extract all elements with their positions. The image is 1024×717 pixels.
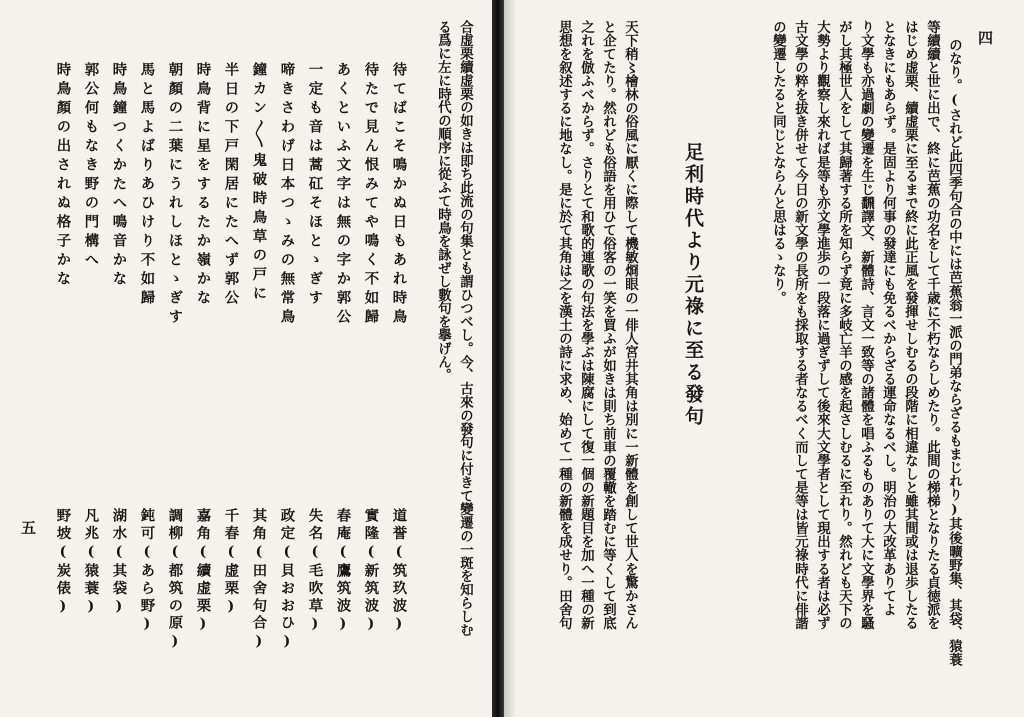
section-heading: 足利時代より元祿に至る發句 — [682, 142, 704, 428]
verse-author: 春庵(鷹筑波) — [334, 508, 352, 635]
text-line: がし其極世人をして其歸著する所を知らず竟に多岐亡羊の感を起さしむるに至れり。然れども天下の — [836, 20, 853, 630]
verse-text: 時鳥鐘つくかたへ鳴音かな — [110, 62, 128, 290]
verse-text: 時鳥顏の出されぬ格子かな — [54, 62, 72, 290]
intro-line: る爲に左に時代の順序に從ふて時鳥を詠ぜし數句を擧げん。 — [435, 20, 452, 382]
page-number: 四 — [976, 30, 994, 45]
verse-author: 嘉角(續虚栗) — [194, 508, 212, 635]
gutter-shadow — [504, 0, 516, 717]
verse-text: 馬と馬よばりあひけり不如歸 — [138, 62, 156, 309]
verse-text: 時鳥背に星をするたか嶺かな — [194, 62, 212, 309]
verse-text: 朝顏の二葉にうれしほとゝぎす — [166, 62, 184, 328]
text-line: 古文學の粹を拔き併せて今日の新文學の長所をも採取する者なるべく而して是等は皆元祿時代に俳諧 — [792, 20, 809, 630]
verse-text: 鐘カン〳〵鬼破時鳥草の戸に — [250, 62, 268, 305]
verse-text: 待てばこそ鳴かぬ日もあれ時鳥 — [390, 62, 408, 328]
verse-author: 失名(毛吹草) — [306, 508, 324, 635]
verse-author: 其角(田舍句合) — [250, 508, 268, 653]
text-line: り文學も亦過劇の變遷を生じ飜譯文、新體詩、言文一致等の諸體を唱ふるものありて大に文學界を騷 — [858, 20, 875, 630]
verse-text: 半日の下戸閑居にたへず郭公 — [222, 62, 240, 309]
intro-line: 合虚栗續虚栗の如きは即ち此流の句集とも謂ひつべし。今、古來の發句に付きて變遷の一斑を知らしむ — [457, 20, 474, 637]
verse-text: 郭公何もなき野の門構へ — [82, 62, 100, 271]
text-line: 之れを倣ふべからず。さりとて和歌的連歌の句法を學ぶは陳腐にして復一個の新題目を加へ一種の新 — [578, 20, 595, 630]
verse-author: 政定(貝おおひ) — [278, 508, 296, 653]
verse-author: 調柳(都筑の原) — [166, 508, 184, 653]
text-line: と企てたり。然れども俗語を用ひて俗客の一笑を買ふが如きは則ち前車の覆轍を踏むに等くして到底 — [600, 20, 617, 630]
text-line: のなり。(されど此四季句合の中には芭蕉翁一派の門弟ならざるもまじれり)其後曠野集、其袋、猿蓑 — [946, 38, 963, 667]
text-line: 思想を叙述するに地なし。是に於て其角は之を漢土の詩に求め、始めて一種の新體を成せり。田舍句 — [556, 20, 573, 630]
text-line: はじめ虚栗、續虚栗に至るまで終に此正風を發揮せしむるの段階に相違なしと雖其間或は退歩したる — [902, 20, 919, 630]
text-line: の變遷したると同じとならんと思はるゝなり。 — [770, 20, 787, 305]
verse-author: 湖水(其袋) — [110, 508, 128, 618]
verse-text: 啼きさわげ日本つゝみの無常鳥 — [278, 62, 296, 328]
text-line: となきにもあらず。是固より何事の發達にも免るべからざる運命なるべし。明治の大改革ありてよ — [880, 20, 897, 617]
verse-text: 一定も音は蒿矼そほとゝぎす — [306, 62, 324, 309]
verse-author: 實隆(新筑波) — [362, 508, 380, 635]
verse-text: あくといふ文字は無の字か郭公 — [334, 62, 352, 328]
verse-author: 凡兆(猿蓑) — [82, 508, 100, 618]
page-number: 五 — [19, 520, 37, 535]
verse-author: 道誉(筑玖波) — [390, 508, 408, 635]
verse-author: 千春(虚栗) — [222, 508, 240, 618]
left-page — [0, 0, 499, 717]
verse-author: 鈍可(あら野) — [138, 508, 156, 635]
verse-author: 野坡(炭俵) — [54, 508, 72, 618]
text-line: 等續續と世に出で、終に芭蕉の功名をして千歳に不朽ならしめたり。此間の梯梯となりたる貞徳派を — [924, 20, 941, 630]
text-line: 天下稍〻檜林の俗風に厭くに際して機敏烱眼の一俳人宮井其角は別に一新體を創して世人を驚かさん — [622, 20, 639, 630]
right-page — [515, 0, 1024, 717]
text-line: 大勢より觀察し來れば是等も亦文學進歩の一段落に過ぎずして後來大文學者として現出する者は必ず — [814, 20, 831, 630]
verse-text: 待たで見ん恨みてや鳴く不如歸 — [362, 62, 380, 328]
